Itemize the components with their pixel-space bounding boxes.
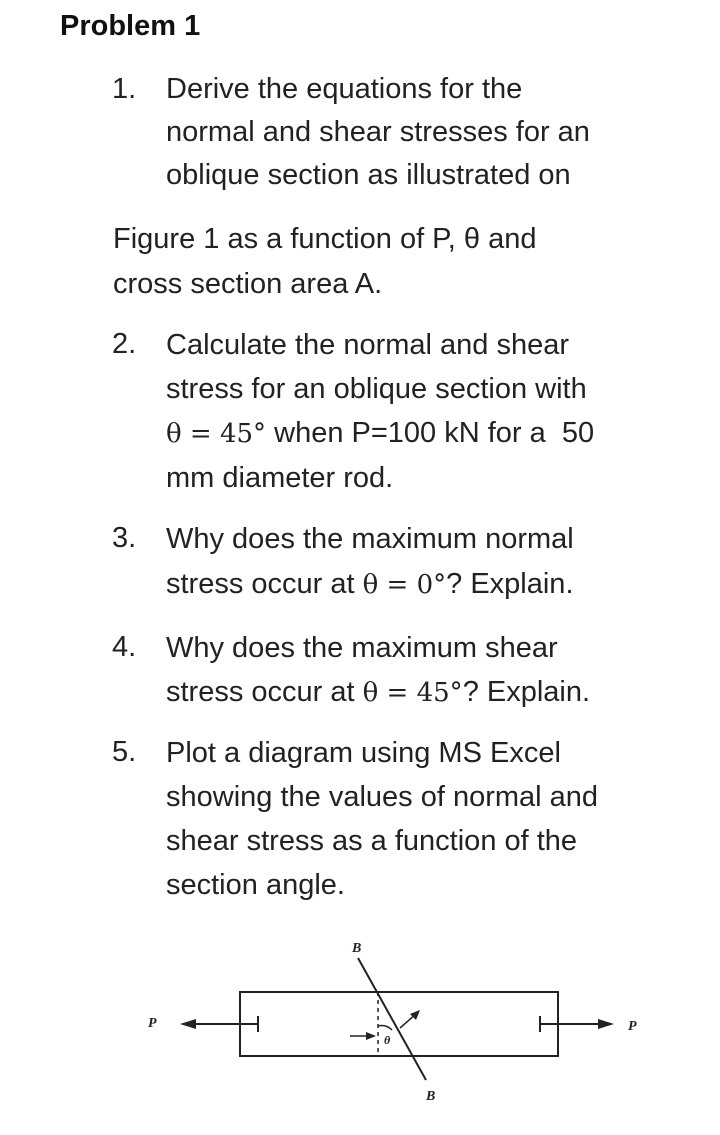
item-line bbox=[166, 670, 706, 715]
item-number: 3. bbox=[112, 522, 137, 554]
item-text-fragment: stress occur at bbox=[166, 568, 363, 600]
label-p-left: P bbox=[148, 1016, 157, 1031]
item-line: Why does the maximum shear bbox=[166, 632, 558, 664]
item-line: Derive the equations for the bbox=[166, 73, 523, 105]
item-1-continuation bbox=[113, 217, 673, 307]
list-item-3 bbox=[0, 517, 720, 607]
item-number: 2. bbox=[112, 328, 137, 360]
item-line: shear stress as a function of the bbox=[166, 825, 578, 857]
label-b-top: B bbox=[352, 941, 362, 956]
item-number: 4. bbox=[112, 631, 137, 663]
item-line: cross section area A. bbox=[113, 268, 383, 300]
item-text bbox=[166, 731, 706, 907]
math-expression: θ = 45° bbox=[362, 678, 463, 708]
item-text bbox=[166, 626, 706, 715]
list-item-5 bbox=[0, 731, 720, 907]
bar-outline bbox=[240, 992, 558, 1056]
item-line: showing the values of normal and bbox=[166, 781, 599, 813]
item-line bbox=[166, 411, 706, 456]
item-line: normal and shear stresses for an bbox=[166, 116, 590, 148]
item-text-fragment: ? Explain. bbox=[446, 568, 574, 600]
item-number: 1. bbox=[112, 73, 137, 105]
item-line bbox=[166, 562, 706, 608]
item-line: Calculate the normal and shear bbox=[166, 329, 570, 361]
math-expression: θ = 0° bbox=[362, 570, 447, 600]
item-line: Plot a diagram using MS Excel bbox=[166, 737, 561, 769]
list-item-4 bbox=[0, 626, 720, 716]
item-text-fragment: stress occur at bbox=[166, 676, 363, 708]
list-item-1 bbox=[0, 68, 720, 200]
math-expression: θ = 45° bbox=[166, 419, 267, 449]
label-theta: θ bbox=[384, 1033, 391, 1047]
angle-arc bbox=[378, 1026, 392, 1031]
right-arrowhead-icon bbox=[598, 1019, 614, 1029]
oblique-section-figure bbox=[140, 930, 660, 1120]
item-line: mm diameter rod. bbox=[166, 462, 394, 494]
left-arrowhead-icon bbox=[180, 1019, 196, 1029]
item-text bbox=[166, 323, 706, 500]
label-b-bottom: B bbox=[426, 1089, 436, 1104]
item-text-fragment: when P=100 kN for a 50 bbox=[266, 417, 595, 449]
item-text bbox=[166, 68, 706, 197]
item-line: section angle. bbox=[166, 869, 345, 901]
item-line: Figure 1 as a function of P, θ and bbox=[113, 223, 537, 255]
item-line: oblique section as illustrated on bbox=[166, 159, 571, 191]
item-line: Why does the maximum normal bbox=[166, 523, 574, 555]
normal-arrowhead-icon bbox=[366, 1032, 376, 1040]
item-line: stress for an oblique section with bbox=[166, 373, 587, 405]
label-p-right: P bbox=[628, 1019, 637, 1034]
problem-title: Problem 1 bbox=[60, 10, 201, 42]
item-number: 5. bbox=[112, 736, 137, 768]
item-text bbox=[166, 517, 706, 608]
item-text-fragment: ? Explain. bbox=[462, 676, 591, 708]
list-item-2 bbox=[0, 323, 720, 499]
